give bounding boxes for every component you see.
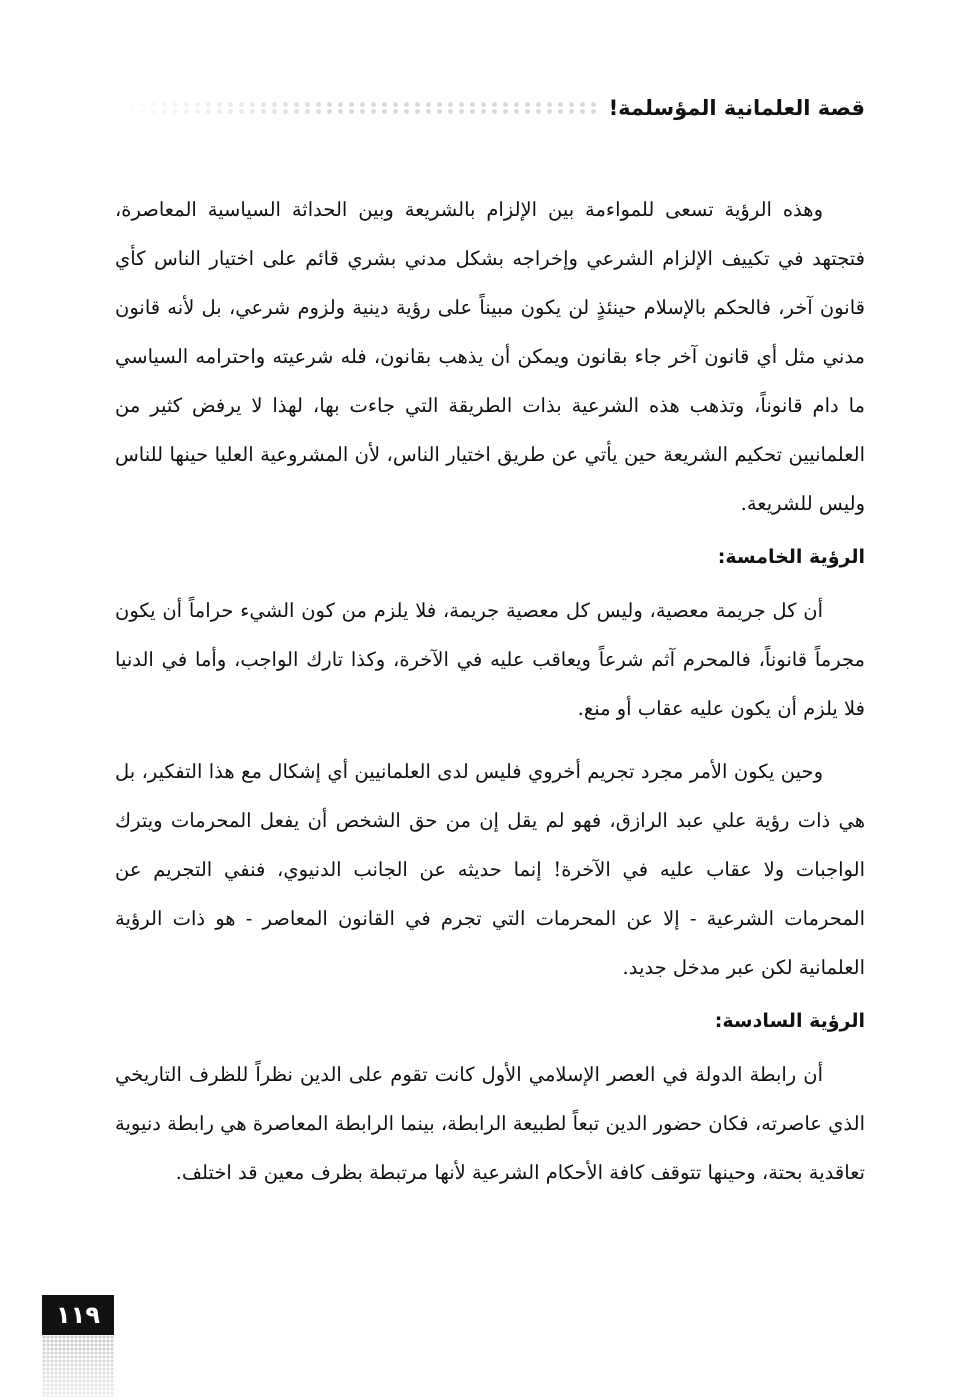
page-body	[115, 185, 865, 1209]
running-header	[115, 88, 865, 128]
body-paragraph: أن رابطة الدولة في العصر الإسلامي الأول كانت تقوم على الدين نظراً للظرف التاريخي الذي عاصرته، فكان حضور الدين تبعاً لطبيعة الرابطة، بينما الرابطة المعاصرة هي رابطة دنيوية تعاقدية بحتة، وحينها تتوقف كافة الأحكام الشرعية لأنها مرتبطة بظرف معين قد اختلف.	[115, 1063, 865, 1184]
body-paragraph: وحين يكون الأمر مجرد تجريم أخروي فليس لدى العلمانيين أي إشكال مع هذا التفكير، بل هي ذات رؤية علي عبد الرازق، فهو لم يقل إن من حق الشخص أن يفعل المحرمات ويترك الواجبات ولا عقاب عليه في الآخرة! إنما حديثه عن الجانب الدنيوي، فنفي التجريم عن المحرمات الشرعية - إلا عن المحرمات التي تجرم في القانون المعاصر - هو ذات الرؤية العلمانية لكن عبر مدخل جديد.	[115, 760, 865, 979]
page-number: ١١٩	[42, 1295, 114, 1335]
header-decorative-dots	[115, 101, 599, 115]
running-header-title: قصة العلمانية المؤسلمة!	[608, 96, 865, 120]
section-heading-sixth-view: الرؤية السادسة:	[714, 1010, 865, 1032]
body-paragraph: أن كل جريمة معصية، وليس كل معصية جريمة، فلا يلزم من كون الشيء حراماً أن يكون مجرماً قانوناً، فالمحرم آثم شرعاً ويعاقب عليه في الآخرة، وكذا تارك الواجب، وأما في الدنيا فلا يلزم أن يكون عليه عقاب أو منع.	[115, 599, 865, 720]
page-edge-texture	[42, 1335, 114, 1397]
section-heading-fifth-view: الرؤية الخامسة:	[717, 546, 865, 568]
body-paragraph: وهذه الرؤية تسعى للمواءمة بين الإلزام بالشريعة وبين الحداثة السياسية المعاصرة، فتجتهد في تكييف الإلزام الشرعي وإخراجه بشكل مدني بشري قائم على اختيار الناس كأي قانون آخر، فالحكم بالإسلام حينئذٍ لن يكون مبيناً على رؤية دينية ولزوم شرعي، بل لأنه قانون مدني مثل أي قانون آخر جاء بقانون ويمكن أن يذهب بقانون، فله شرعيته واحترامه السياسي ما دام قانوناً، وتذهب هذه الشرعية بذات الطريقة التي جاءت بها، لهذا لا يرفض كثير من العلمانيين تحكيم الشريعة حين يأتي عن طريق اختيار الناس، لأن المشروعية العليا حينها للناس وليس للشريعة.	[115, 198, 865, 515]
